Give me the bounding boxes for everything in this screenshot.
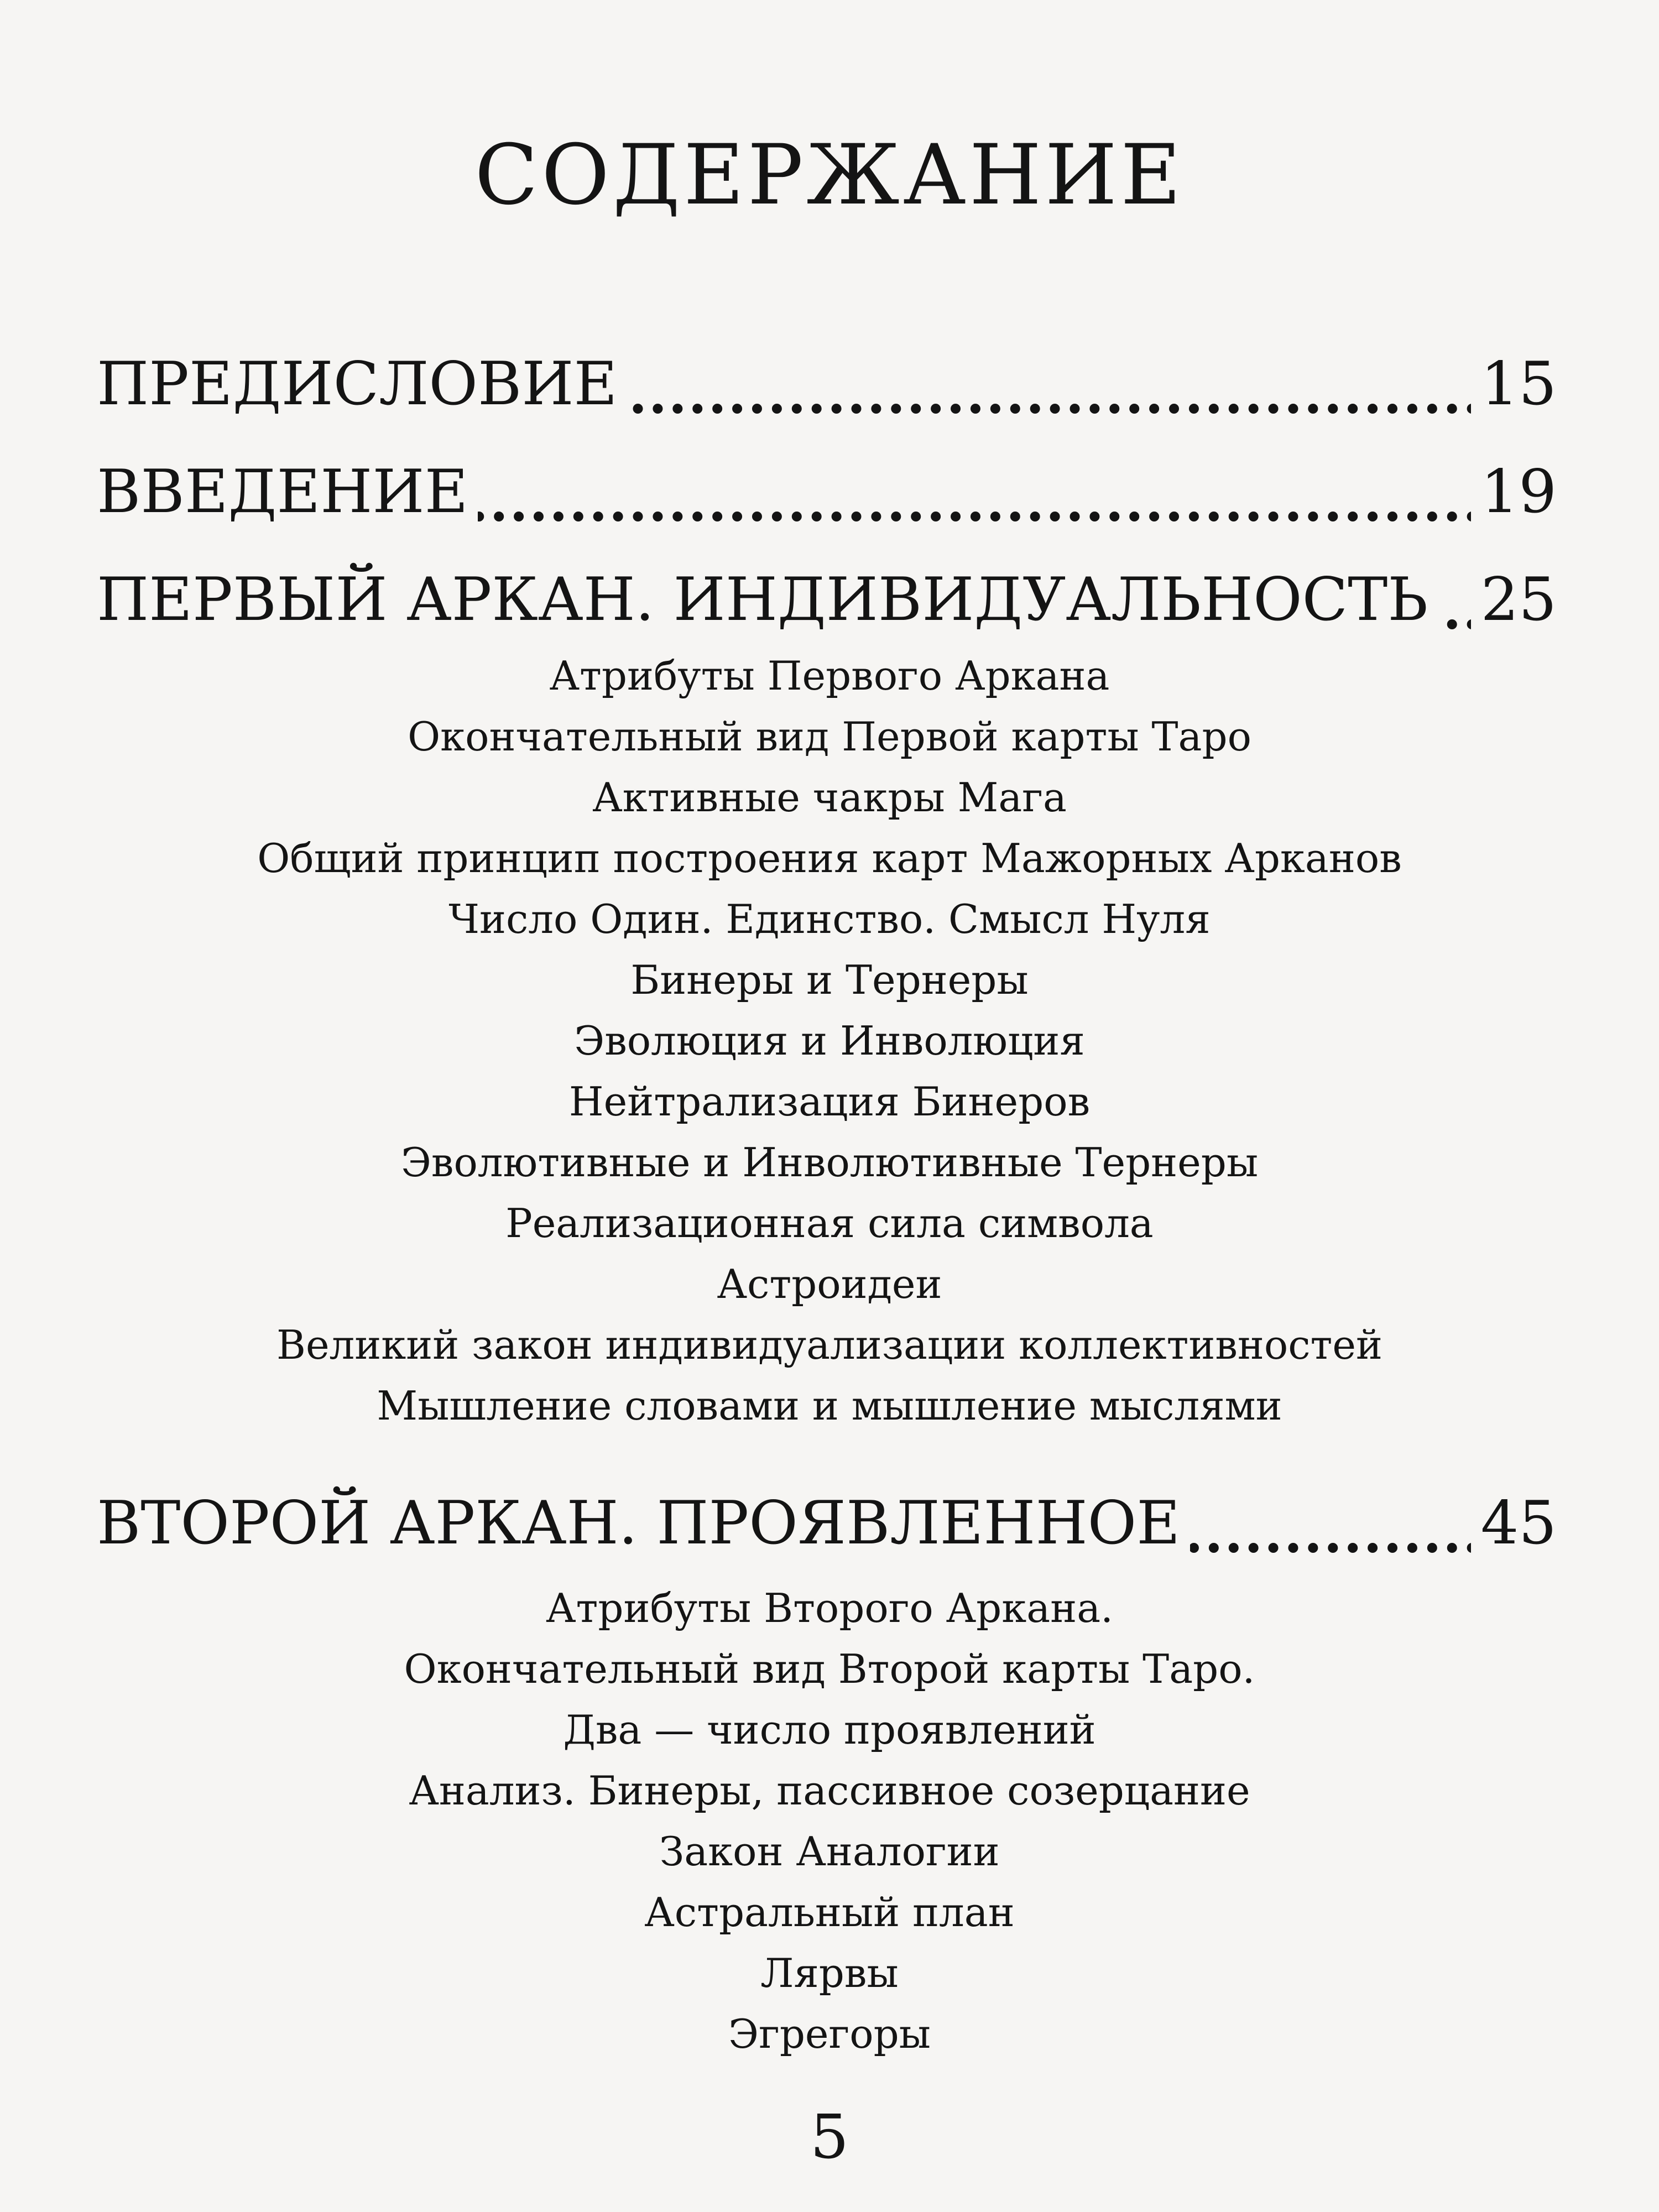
toc-subentry: Активные чакры Мага bbox=[592, 774, 1067, 821]
toc-entry-page: 15 bbox=[1471, 343, 1557, 426]
toc-entry-page: 45 bbox=[1471, 1482, 1557, 1565]
toc-subentry: Бинеры и Тернеры bbox=[630, 957, 1029, 1003]
toc-entry-preface bbox=[97, 343, 1557, 426]
toc-subentry: Эволюция и Инволюция bbox=[574, 1018, 1085, 1064]
toc-entry-title: ВВЕДЕНИЕ bbox=[97, 451, 478, 534]
toc-subentry: Нейтрализация Бинеров bbox=[568, 1078, 1091, 1125]
page-number: 5 bbox=[810, 2101, 849, 2172]
toc-entry-title: ВТОРОЙ АРКАН. ПРОЯВЛЕННОЕ bbox=[97, 1482, 1190, 1565]
toc-subentry: Два — число проявлений bbox=[563, 1707, 1096, 1753]
toc-entry-page: 25 bbox=[1471, 559, 1557, 641]
toc-entry-introduction bbox=[97, 451, 1557, 534]
toc-subentry: Атрибуты Первого Аркана bbox=[549, 653, 1110, 699]
toc-subentry: Окончательный вид Второй карты Таро. bbox=[404, 1646, 1255, 1692]
toc-subentry: Анализ. Бинеры, пассивное созерцание bbox=[409, 1767, 1250, 1814]
toc-subentry: Общий принцип построения карт Мажорных Арканов bbox=[257, 835, 1402, 881]
toc-entry-first-arcanum bbox=[97, 559, 1557, 641]
toc-subentry: Атрибуты Второго Аркана. bbox=[546, 1585, 1113, 1631]
toc-entry-page: 19 bbox=[1471, 451, 1557, 534]
toc-subentry: Эгрегоры bbox=[728, 2011, 931, 2057]
toc-subentry: Закон Аналогии bbox=[659, 1828, 1000, 1875]
toc-subentry: Мышление словами и мышление мыслями bbox=[377, 1383, 1282, 1429]
toc-subentry: Реализационная сила символа bbox=[505, 1200, 1154, 1246]
page-title: СОДЕРЖАНИЕ bbox=[474, 127, 1185, 223]
toc-entry-title: ПРЕДИСЛОВИЕ bbox=[97, 343, 627, 426]
toc-subentry: Великий закон индивидуализации коллективностей bbox=[276, 1322, 1383, 1368]
toc-subentry: Лярвы bbox=[760, 1950, 899, 1996]
toc-subentry: Астроидеи bbox=[717, 1261, 942, 1307]
toc-entry-second-arcanum bbox=[97, 1482, 1557, 1565]
toc-subentry: Астральный план bbox=[644, 1889, 1015, 1936]
toc-subentry: Окончательный вид Первой карты Таро bbox=[408, 713, 1251, 760]
toc-subentry: Эволютивные и Инволютивные Тернеры bbox=[400, 1139, 1259, 1186]
toc-subentry: Число Один. Единство. Смысл Нуля bbox=[448, 896, 1211, 942]
toc-entry-title: ПЕРВЫЙ АРКАН. ИНДИВИДУАЛЬНОСТЬ bbox=[97, 559, 1438, 641]
